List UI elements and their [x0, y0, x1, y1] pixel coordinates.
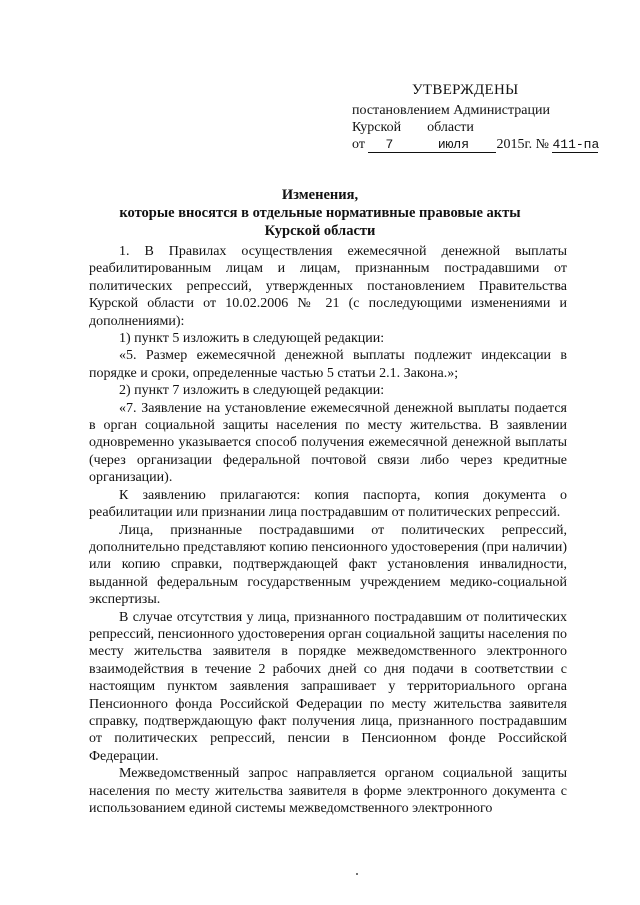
approval-stamp — [352, 82, 600, 153]
approval-heading: УТВЕРЖДЕНЫ — [412, 82, 519, 98]
page-speck — [356, 873, 358, 875]
approval-line-1: постановлением Администрации — [352, 103, 550, 118]
approval-date-prefix: от — [352, 137, 365, 152]
approval-line-2 — [352, 119, 592, 136]
paragraph-point-7-intro: 2) пункт 7 изложить в следующей редакции: — [119, 383, 385, 399]
approval-year: 2015г. № — [496, 137, 549, 152]
approval-month: июля — [410, 138, 496, 153]
paragraph-interagency-request: Межведомственный запрос направляется органом социальной защиты населения по месту жительства заявителя в форме электронного документа с использованием единой системы межведомственного электронного — [89, 766, 567, 816]
paragraph-attachments: К заявлению прилагаются: копия паспорта, копия документа о реабилитации или признании лица пострадавшим от политических репрессий. — [89, 487, 567, 521]
paragraph-point-5-intro: 1) пункт 5 изложить в следующей редакции: — [119, 331, 385, 347]
document-title — [100, 186, 540, 240]
paragraph-point-5-text: «5. Размер ежемесячной денежной выплаты подлежит индексации в порядке и сроки, определенные частью 5 статьи 2.1. Закона.»; — [89, 348, 567, 381]
paragraph-additional-documents: Лица, признанные пострадавшими от политических репрессий, дополнительно представляют копию пенсионного удостоверения (при наличии) или копию справки, подтверждающей факт установления инвалидности, выданной федеральным государственным учреждением медико-социальной экспертизы. — [89, 522, 567, 608]
title-line-2: которые вносятся в отдельные нормативные правовые акты — [119, 205, 521, 221]
paragraph-missing-certificate: В случае отсутствия у лица, признанного пострадавшим от политических репрессий, пенсионного удостоверения орган социальной защиты населения по месту жительства заявителя в порядке межведомственного электронного взаимодействия в течение 2 рабочих дней со дня подачи в соответствии с настоящим пунктом заявления запрашивает у территориального органа Пенсионного фонда Российской Федерации по месту жительства заявителя справку, подтверждающую факт получения лица, признанного пострадавшим от политических репрессий, пенсии в Пенсионном фонде Российской Федерации. — [89, 609, 567, 764]
approval-region-word: Курской — [352, 120, 402, 135]
approval-oblast-word: области — [427, 120, 474, 135]
title-line-3: Курской области — [264, 223, 376, 239]
paragraph-item-1: 1. В Правилах осуществления ежемесячной денежной выплаты реабилитированным лицам и лицам, признанным пострадавшими от политических репрессий, утвержденных постановлением Правительства Курской области от 10.02.2006 № 21 (с последующими изменениями и дополнениями): — [89, 244, 567, 329]
approval-number: 411-па — [552, 137, 600, 152]
approval-date-line — [352, 136, 600, 153]
title-line-1: Изменения, — [281, 187, 359, 203]
document-body — [89, 243, 567, 817]
paragraph-point-7-text: «7. Заявление на установление ежемесячной денежной выплаты подается в орган социальной защиты населения по месту жительства. В заявлении одновременно указывается способ получения ежемесячной денежной выплаты (через организации федеральной почтовой связи либо через кредитные организации). — [89, 400, 567, 486]
approval-day: 7 — [368, 138, 410, 153]
